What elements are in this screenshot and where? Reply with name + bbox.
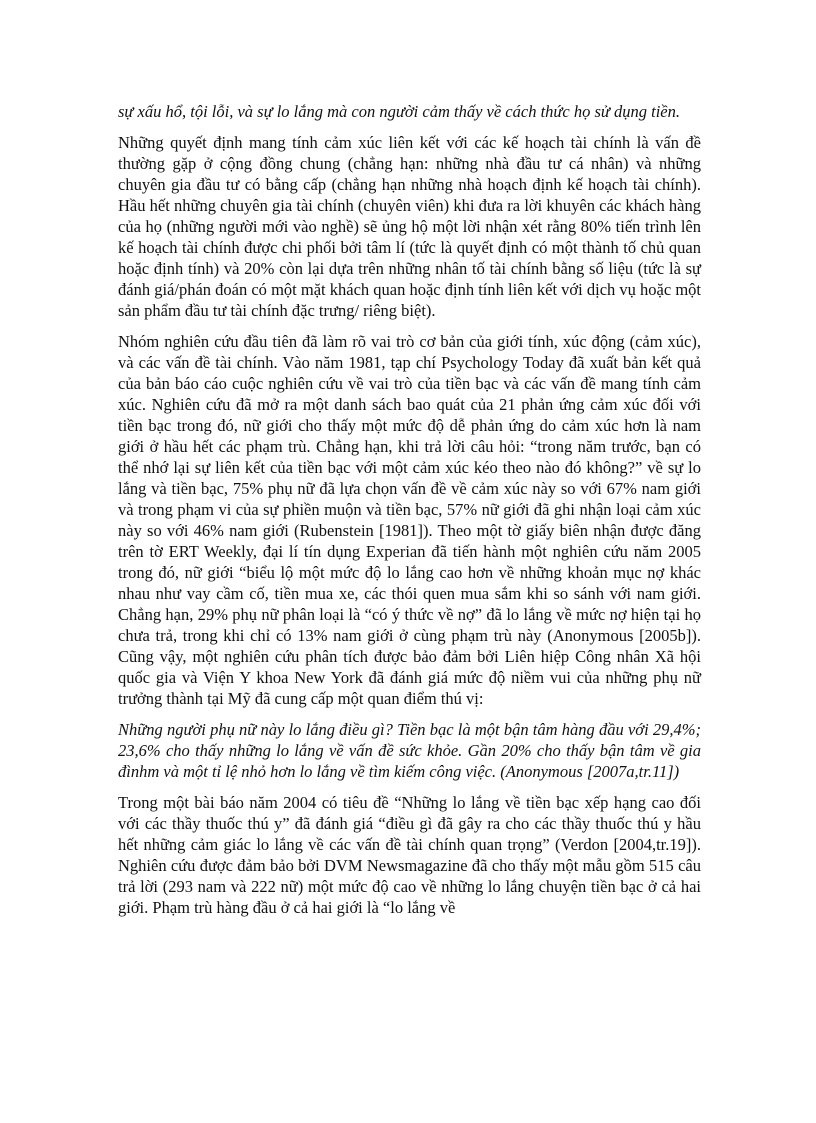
document-page xyxy=(118,101,701,928)
paragraph-gender-research: Nhóm nghiên cứu đầu tiên đã làm rõ vai trò cơ bản của giới tính, xúc động (cảm xúc), và các vấn đề tài chính. Vào năm 1981, tạp chí Psychology Today đã xuất bản kết quả của bản báo cáo cuộc nghiên cứu về vai trò của tiền bạc và các vấn đề mang tính cảm xúc. Nghiên cứu đã mở ra một danh sách bao quát của 21 phản ứng cảm xúc đối với tiền bạc trong đó, nữ giới cho thấy một mức độ dễ phản ứng do cảm xúc hơn là nam giới ở hầu hết các phạm trù. Chẳng hạn, khi trả lời câu hỏi: “trong năm trước, bạn có thể nhớ lại sự liên kết của tiền bạc với một cảm xúc kéo theo nào đó không?” về sự lo lắng và tiền bạc, 75% phụ nữ đã lựa chọn vấn đề về cảm xúc này so với 67% nam giới và trong phạm vi của sự phiền muộn và tiền bạc, 57% nữ giới đã ghi nhận loại cảm xúc này so với 46% nam giới (Rubenstein [1981]). Theo một tờ giấy biên nhận được đăng trên tờ ERT Weekly, đại lí tín dụng Experian đã tiến hành một nghiên cứu năm 2005 trong đó, nữ giới “biểu lộ một mức độ lo lắng cao hơn về những khoản mục nợ khác nhau như vay cầm cố, tiền mua xe, các thói quen mua sắm khi so sánh với nam giới. Chẳng hạn, 29% phụ nữ phân loại là “có ý thức về nợ” đã lo lắng về mức nợ hiện tại họ chưa trả, trong khi chỉ có 13% nam giới ở cùng phạm trù này (Anonymous [2005b]). Cũng vậy, một nghiên cứu phân tích được bảo đảm bởi Liên hiệp Công nhân Xã hội quốc gia và Viện Y khoa New York đã đánh giá mức độ niềm vui của những phụ nữ trưởng thành tại Mỹ đã cung cấp một quan điểm thú vị: xyxy=(118,332,701,708)
paragraph-quote: Những người phụ nữ này lo lắng điều gì? Tiền bạc là một bận tâm hàng đầu với 29,4%; 23,6% cho thấy những lo lắng về vấn đề sức khỏe. Gần 20% cho thấy bận tâm về gia đìnhm và một tỉ lệ nhỏ hơn lo lắng về tìm kiếm công việc. (Anonymous [2007a,tr.11]) xyxy=(118,720,701,781)
paragraph-veterinarians: Trong một bài báo năm 2004 có tiêu đề “Những lo lắng về tiền bạc xếp hạng cao đối với các thầy thuốc thú y” đã đánh giá “điều gì đã gây ra cho các thầy thuốc thú y hầu hết những cảm giác lo lắng về các vấn đề tài chính quan trọng” (Verdon [2004,tr.19]). Nghiên cứu được đảm bảo bởi DVM Newsmagazine đã cho thấy một mẫu gồm 515 câu trả lời (293 nam và 222 nữ) một mức độ cao về những lo lắng chuyện tiền bạc ở cả hai giới. Phạm trù hàng đầu ở cả hai giới là “lo lắng về xyxy=(118,793,701,917)
paragraph-intro-fragment: sự xấu hổ, tội lỗi, và sự lo lắng mà con người cảm thấy về cách thức họ sử dụng tiền. xyxy=(118,102,681,121)
paragraph-emotional-decisions: Những quyết định mang tính cảm xúc liên kết với các kế hoạch tài chính là vấn đề thường gặp ở cộng đồng chung (chẳng hạn: những nhà đầu tư cá nhân) và những chuyên gia đầu tư có bằng cấp (chẳng hạn những nhà hoạch định kế hoạch tài chính). Hầu hết những chuyên gia tài chính (chuyên viên) khi đưa ra lời khuyên các khách hàng của họ (những người mới vào nghề) sẽ ủng hộ một lời nhận xét rằng 80% tiến trình lên kế hoạch tài chính được chi phối bởi tâm lí (tức là quyết định có một thành tố chủ quan hoặc định tính) và 20% còn lại dựa trên những nhân tố tài chính bằng số liệu (tức là sự đánh giá/phán đoán có một mặt khách quan hoặc định tính liên kết với dịch vụ hoặc một sản phẩm đầu tư tài chính đặc trưng/ riêng biệt). xyxy=(118,133,701,320)
